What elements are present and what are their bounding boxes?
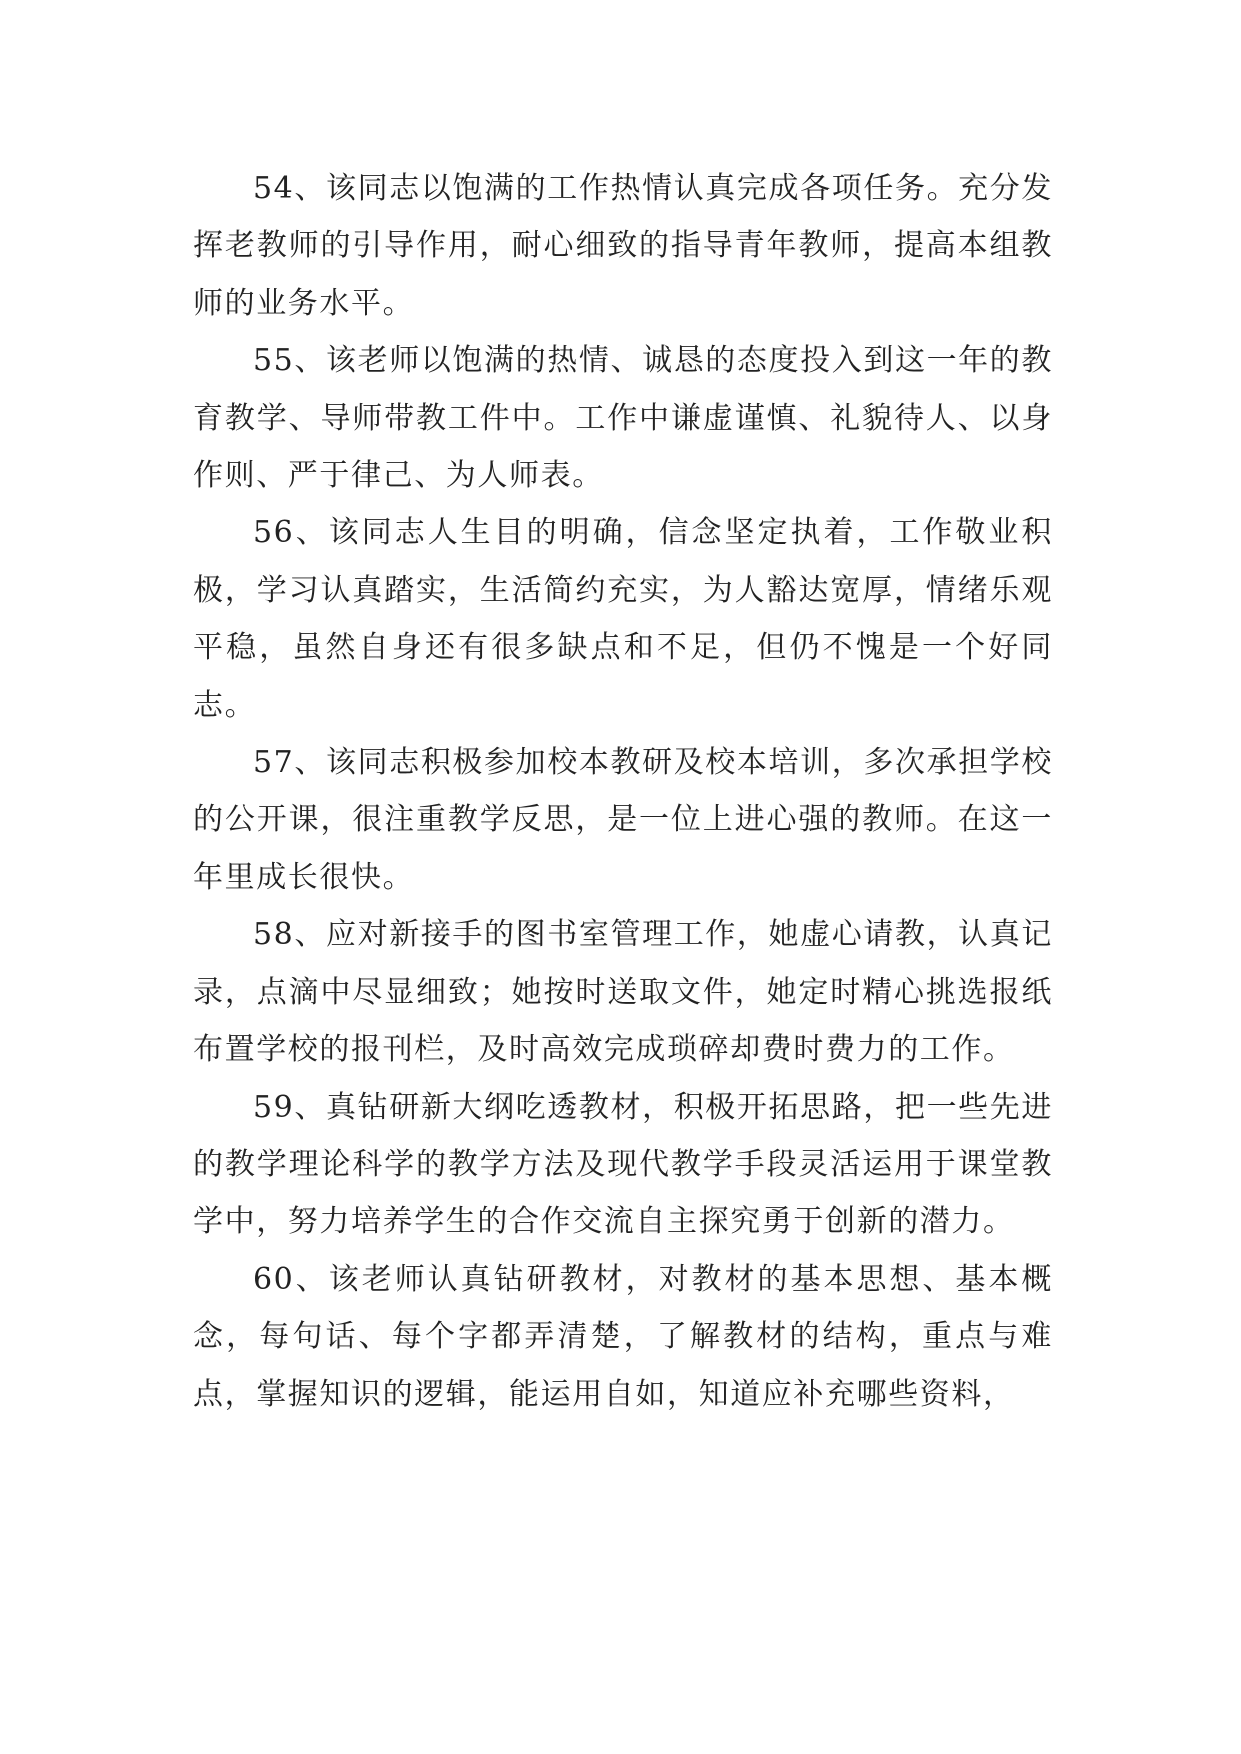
paragraph-57: 57、该同志积极参加校本教研及校本培训，多次承担学校的公开课，很注重教学反思，是一位上进心强的教师。在这一年里成长很快。 — [193, 745, 1053, 895]
paragraph-56: 56、该同志人生目的明确，信念坚定执着，工作敬业积极，学习认真踏实，生活简约充实，为人豁达宽厚，情绪乐观平稳，虽然自身还有很多缺点和不足，但仍不愧是一个好同志。 — [193, 515, 1053, 723]
document-body — [193, 160, 1053, 1423]
paragraph-58: 58、应对新接手的图书室管理工作，她虚心请教，认真记录，点滴中尽显细致；她按时送取文件，她定时精心挑选报纸布置学校的报刊栏，及时高效完成琐碎却费时费力的工作。 — [193, 917, 1053, 1068]
paragraph-54: 54、该同志以饱满的工作热情认真完成各项任务。充分发挥老教师的引导作用，耐心细致的指导青年教师，提高本组教师的业务水平。 — [193, 171, 1053, 321]
paragraph-59: 59、真钻研新大纲吃透教材，积极开拓思路，把一些先进的教学理论科学的教学方法及现代教学手段灵活运用于课堂教学中，努力培养学生的合作交流自主探究勇于创新的潜力。 — [193, 1089, 1053, 1240]
paragraph-55: 55、该老师以饱满的热情、诚恳的态度投入到这一年的教育教学、导师带教工件中。工作中谦虚谨慎、礼貌待人、以身作则、严于律己、为人师表。 — [193, 343, 1053, 494]
paragraph-60: 60、该老师认真钻研教材，对教材的基本思想、基本概念，每句话、每个字都弄清楚，了解教材的结构，重点与难点，掌握知识的逻辑，能运用自如，知道应补充哪些资料， — [193, 1261, 1053, 1412]
